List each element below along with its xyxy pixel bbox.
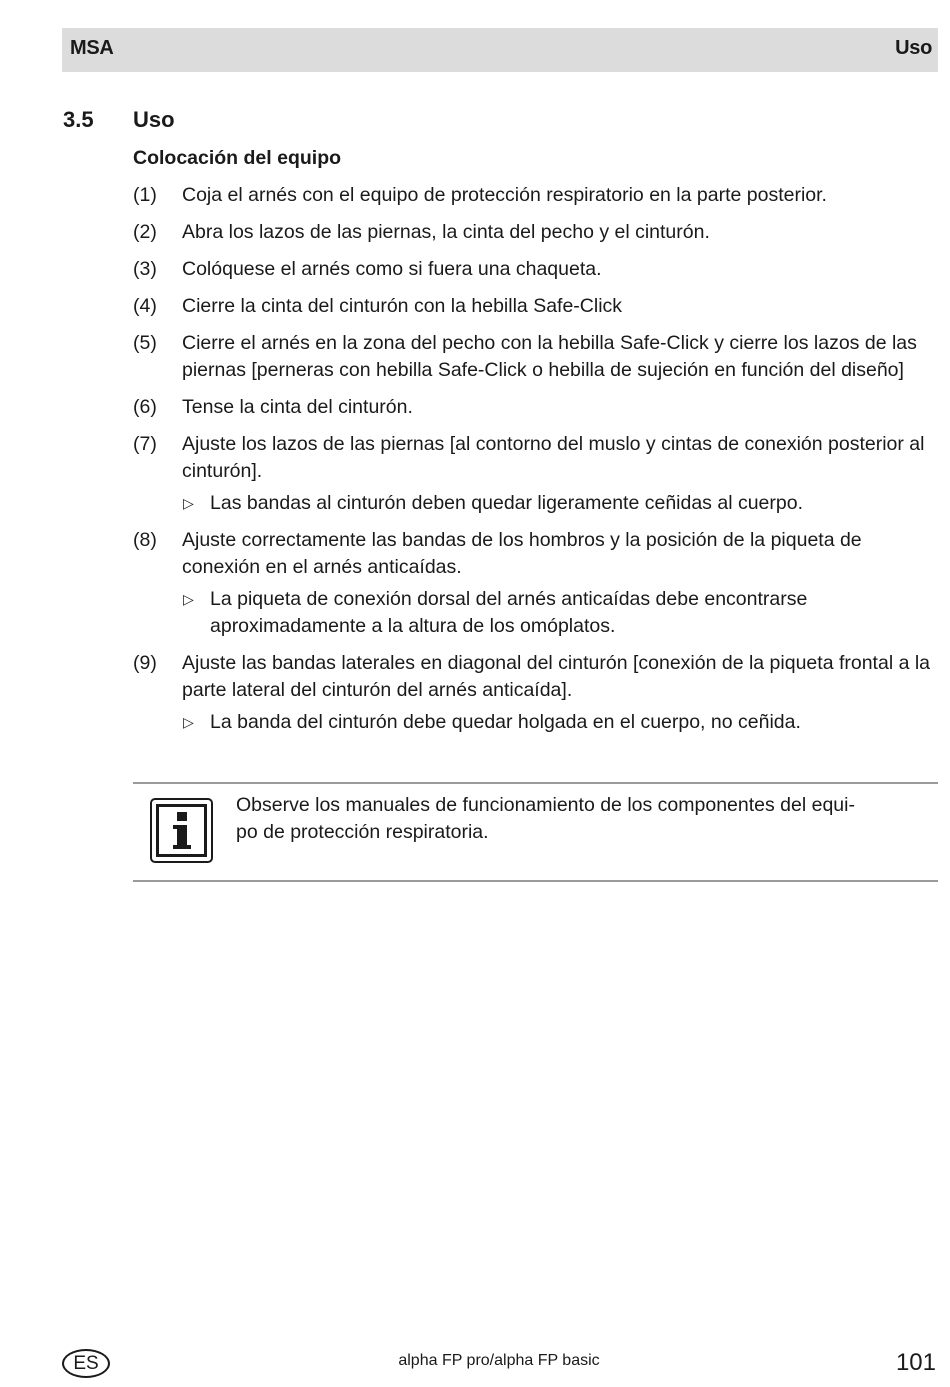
list-item [133,182,938,209]
result-text: La banda del cinturón debe quedar holgada en el cuerpo, no ceñida. [210,711,801,733]
list-item [133,256,938,283]
header-brand: MSA [70,37,114,59]
step-text: Tense la cinta del cinturón. [182,396,413,418]
step-text: Ajuste las bandas laterales en diagonal del cinturón [conexión de la piqueta frontal a la parte lateral del cinturón del arnés anticaída]. [182,652,931,701]
info-icon [150,798,213,863]
step-text: Coja el arnés con el equipo de protección respiratorio en la parte posterior. [182,184,827,206]
step-number: (6) [133,396,157,418]
step-text: Abra los lazos de las piernas, la cinta del pecho y el cinturón. [182,221,710,243]
step-number: (9) [133,652,157,674]
list-item [133,219,938,246]
step-number: (3) [133,258,157,280]
list-item [133,394,938,421]
list-item [133,527,938,640]
result-text: La piqueta de conexión dorsal del arnés anticaídas debe encontrarse aproximadamente a la altura de los omóplatos. [210,588,808,637]
result-marker-icon: ▷ [183,495,194,511]
language-badge: ES [62,1349,110,1378]
section-title: Uso [133,107,175,132]
step-number: (7) [133,433,157,455]
result-text: Las bandas al cinturón deben quedar ligeramente ceñidas al cuerpo. [210,492,803,514]
step-number: (8) [133,529,157,551]
step-number: (5) [133,332,157,354]
info-note [133,782,938,882]
section-number: 3.5 [63,107,94,132]
step-result [182,490,938,517]
step-text: Ajuste correctamente las bandas de los hombros y la posición de la piqueta de conexión en el arnés anticaídas. [182,529,862,578]
step-number: (1) [133,184,157,206]
step-text: Cierre la cinta del cinturón con la hebilla Safe-Click [182,295,623,317]
list-item [133,431,938,517]
page-number: 101 [895,1349,936,1376]
result-marker-icon: ▷ [183,591,194,607]
list-item [133,650,938,736]
step-text: Colóquese el arnés como si fuera una chaqueta. [182,258,602,280]
note-text: Observe los manuales de funcionamiento de los componentes del equi- po de protección respiratoria. [236,794,855,843]
step-number: (2) [133,221,157,243]
step-result [182,586,938,640]
list-item [133,293,938,320]
subheading: Colocación del equipo [133,147,342,169]
result-marker-icon: ▷ [183,714,194,730]
step-result [182,709,938,736]
step-text: Ajuste los lazos de las piernas [al contorno del muslo y cintas de conexión posterior al cinturón]. [182,433,925,482]
page-header [62,28,938,72]
steps-list [133,182,938,746]
footer-product: alpha FP pro/alpha FP basic [398,1352,600,1369]
header-section: Uso [895,37,932,59]
step-text: Cierre el arnés en la zona del pecho con la hebilla Safe-Click y cierre los lazos de las piernas [perneras con hebilla Safe-Click o hebilla de sujeción en función del diseño] [182,332,917,381]
step-number: (4) [133,295,157,317]
list-item [133,330,938,384]
